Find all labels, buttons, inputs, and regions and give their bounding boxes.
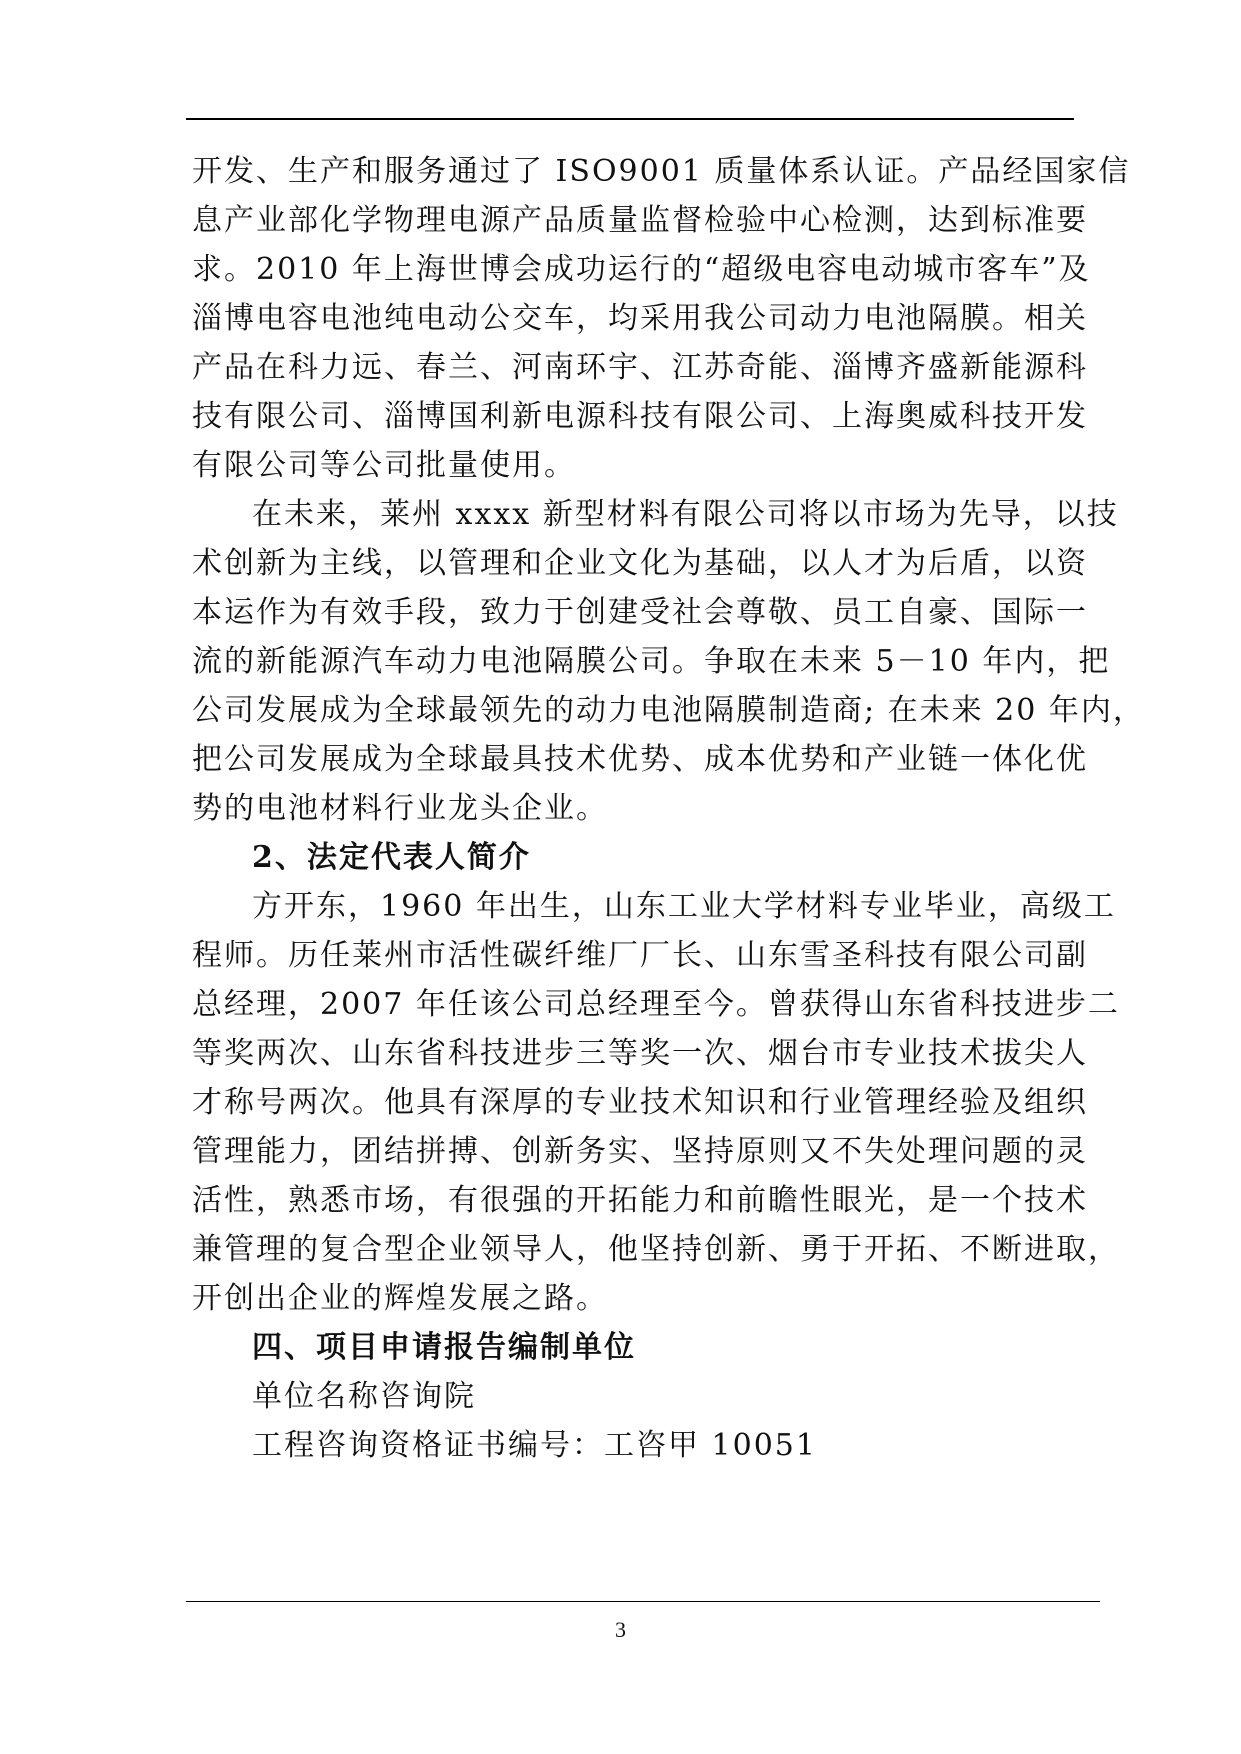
page-number: 3 [615, 1617, 626, 1642]
body-line: 方开东，1960 年出生，山东工业大学材料专业毕业，高级工 [252, 889, 1116, 924]
body-line: 在未来，莱州 xxxx 新型材料有限公司将以市场为先导，以技 [252, 497, 1119, 532]
body-line: 开创出企业的辉煌发展之路。 [192, 1281, 608, 1316]
body-line: 息产业部化学物理电源产品质量监督检验中心检测，达到标准要 [192, 203, 1088, 238]
body-line: 流的新能源汽车动力电池隔膜公司。争取在未来 5－10 年内，把 [192, 644, 1111, 679]
body-line: 产品在科力远、春兰、河南环宇、江苏奇能、淄博齐盛新能源科 [192, 350, 1088, 385]
body-line: 把公司发展成为全球最具技术优势、成本优势和产业链一体化优 [192, 742, 1088, 777]
body-line: 本运作为有效手段，致力于创建受社会尊敬、员工自豪、国际一 [192, 595, 1088, 630]
body-line: 单位名称咨询院 [252, 1379, 476, 1414]
body-line: 工程咨询资格证书编号：工咨甲 10051 [252, 1428, 817, 1463]
body-line: 开发、生产和服务通过了 ISO9001 质量体系认证。产品经国家信 [192, 154, 1131, 189]
body-line: 求。2010 年上海世博会成功运行的“超级电容电动城市客车”及 [192, 252, 1091, 287]
header-rule [186, 118, 1074, 120]
section-heading-legal-representative: 2、法定代表人简介 [252, 840, 531, 875]
body-line: 才称号两次。他具有深厚的专业技术知识和行业管理经验及组织 [192, 1085, 1088, 1120]
body-line: 技有限公司、淄博国利新电源科技有限公司、上海奥威科技开发 [192, 399, 1088, 434]
section-heading-report-preparer: 四、项目申请报告编制单位 [252, 1330, 636, 1365]
body-line: 有限公司等公司批量使用。 [192, 448, 576, 483]
body-line: 术创新为主线，以管理和企业文化为基础，以人才为后盾，以资 [192, 546, 1088, 581]
body-line: 活性，熟悉市场，有很强的开拓能力和前瞻性眼光，是一个技术 [192, 1183, 1088, 1218]
body-line: 淄博电容电池纯电动公交车，均采用我公司动力电池隔膜。相关 [192, 301, 1088, 336]
footer-rule [186, 1601, 1100, 1602]
body-line: 等奖两次、山东省科技进步三等奖一次、烟台市专业技术拔尖人 [192, 1036, 1088, 1071]
body-line: 管理能力，团结拼搏、创新务实、坚持原则又不失处理问题的灵 [192, 1134, 1088, 1169]
body-line: 势的电池材料行业龙头企业。 [192, 791, 608, 826]
body-line: 公司发展成为全球最领先的动力电池隔膜制造商; 在未来 20 年内， [192, 693, 1145, 728]
body-line: 总经理，2007 年任该公司总经理至今。曾获得山东省科技进步二 [192, 987, 1120, 1022]
body-line: 程师。历任莱州市活性碳纤维厂厂长、山东雪圣科技有限公司副 [192, 938, 1088, 973]
body-line: 兼管理的复合型企业领导人，他坚持创新、勇于开拓、不断进取， [192, 1232, 1120, 1267]
